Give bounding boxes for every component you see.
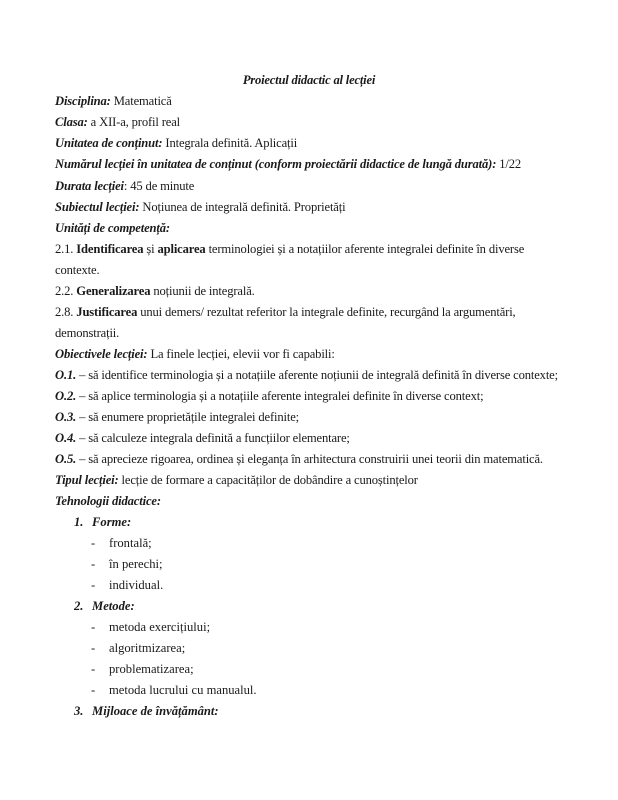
competence-continuation: demonstrații. <box>55 326 120 340</box>
competence-item <box>55 242 524 257</box>
field-label: Unitatea de conținut: <box>55 136 163 150</box>
field-value: 1/22 <box>496 157 522 171</box>
competence-text: și <box>143 242 158 256</box>
objectives-heading <box>55 347 335 362</box>
document-title: Proiectul didactic al lecției <box>242 73 376 87</box>
field-value: Noțiunea de integrală definită. Proprietăți <box>139 200 346 214</box>
field-duration <box>55 179 194 194</box>
competence-text: unui demers/ rezultat referitor la integrale definite, recurgând la argumentări, <box>137 305 516 319</box>
group-label: Forme: <box>92 515 132 529</box>
competence-code: 2.1. <box>55 242 77 256</box>
competence-item <box>55 284 255 299</box>
competence-text: noțiunii de integrală. <box>150 284 255 298</box>
lesson-type <box>55 473 418 488</box>
field-discipline <box>55 94 172 109</box>
group-number: 3. <box>74 704 84 718</box>
objective-code: O.1. <box>55 368 77 382</box>
field-label: Subiectul lecției: <box>55 200 140 214</box>
list-item-text: individual. <box>109 578 164 592</box>
field-label: Numărul lecției în unitatea de conținut (conform proiectării didactice de lungă durată): <box>55 157 497 171</box>
objective-text: – să calculeze integrala definită a funcțiilor elementare; <box>76 431 350 445</box>
list-item-text: metoda lucrului cu manualul. <box>109 683 257 697</box>
lesson-type-value: lecție de formare a capacităților de dobândire a cunoștințelor <box>118 473 418 487</box>
list-item-text: problematizarea; <box>109 662 194 676</box>
competence-code: 2.2. <box>55 284 77 298</box>
objective-item <box>55 368 558 383</box>
dash-bullet-icon: - <box>91 662 96 676</box>
objective-code: O.3. <box>55 410 77 424</box>
objective-item <box>55 389 483 404</box>
objective-item <box>55 410 299 425</box>
dash-bullet-icon: - <box>91 557 96 571</box>
competence-code: 2.8. <box>55 305 77 319</box>
objective-text: – să enumere proprietățile integralei definite; <box>76 410 299 424</box>
field-content-unit <box>55 136 297 151</box>
list-item-text: metoda exercițiului; <box>109 620 211 634</box>
field-label: Durata lecției <box>55 179 124 193</box>
field-lesson-number <box>55 157 521 172</box>
objectives-intro: La finele lecției, elevii vor fi capabili: <box>147 347 335 361</box>
objective-code: O.2. <box>55 389 77 403</box>
list-item-text: algoritmizarea; <box>109 641 186 655</box>
group-number: 2. <box>74 599 84 613</box>
competence-text: terminologiei și a notațiilor aferente integralei definite în diverse <box>205 242 525 256</box>
field-value: Integrala definită. Aplicații <box>162 136 298 150</box>
competence-item <box>55 305 516 320</box>
field-value: : 45 de minute <box>123 179 195 193</box>
objective-code: O.4. <box>55 431 77 445</box>
competences-heading: Unități de competență: <box>55 221 170 235</box>
competence-keyword: aplicarea <box>157 242 206 256</box>
field-value: Matematică <box>110 94 172 108</box>
objective-text: – să identifice terminologia și a notațiile aferente noțiunii de integrală definită în diverse contexte; <box>76 368 558 382</box>
competence-keyword: Generalizarea <box>76 284 151 298</box>
field-subject <box>55 200 345 215</box>
objective-item <box>55 431 350 446</box>
competence-continuation: contexte. <box>55 263 100 277</box>
technologies-heading: Tehnologii didactice: <box>55 494 161 508</box>
dash-bullet-icon: - <box>91 641 96 655</box>
field-label: Disciplina: <box>55 94 111 108</box>
list-item-text: în perechi; <box>109 557 163 571</box>
field-class <box>55 115 180 130</box>
competence-keyword: Justificarea <box>76 305 138 319</box>
dash-bullet-icon: - <box>91 620 96 634</box>
field-label: Clasa: <box>55 115 88 129</box>
lesson-type-label: Tipul lecției: <box>55 473 119 487</box>
field-value: a XII-a, profil real <box>87 115 180 129</box>
objective-text: – să aprecieze rigoarea, ordinea și eleganța în arhitectura construirii unei teorii din matematică. <box>76 452 543 466</box>
group-label: Metode: <box>92 599 135 613</box>
dash-bullet-icon: - <box>91 578 96 592</box>
objective-text: – să aplice terminologia și a notațiile aferente integralei definite în diverse context; <box>76 389 484 403</box>
group-label: Mijloace de învățământ: <box>92 704 219 718</box>
dash-bullet-icon: - <box>91 683 96 697</box>
objective-code: O.5. <box>55 452 77 466</box>
objective-item <box>55 452 543 467</box>
group-number: 1. <box>74 515 84 529</box>
dash-bullet-icon: - <box>91 536 96 550</box>
list-item-text: frontală; <box>109 536 152 550</box>
objectives-label: Obiectivele lecției: <box>55 347 148 361</box>
competence-keyword: Identificarea <box>76 242 144 256</box>
